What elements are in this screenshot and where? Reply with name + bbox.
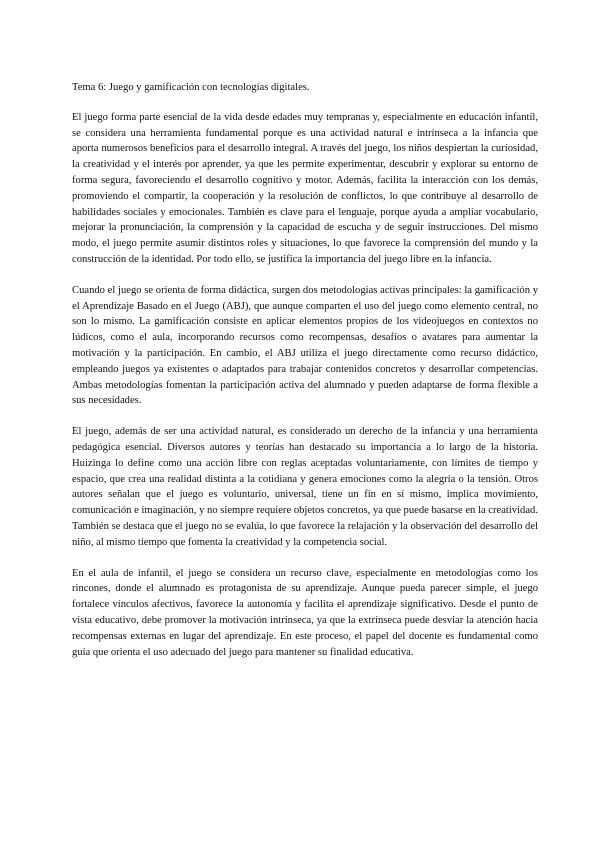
paragraph-2: Cuando el juego se orienta de forma didáctica, surgen dos metodologías activas principales: la gamificación y el Aprendizaje Basado en el Juego (ABJ), que aunque comparten el uso del juego como elemento central, no son lo mismo. La gamificación consiste en aplicar elementos propios de los videojuegos en contextos no lúdicos, como el aula, incorporando recursos como recompensas, desafíos o avatares para aumentar la motivación y la participación. En cambio, el ABJ utiliza el juego directamente como recurso didáctico, empleando juegos ya existentes o adaptados para trabajar contenidos concretos y desarrollar competencias. Ambas metodologías fomentan la participación activa del alumnado y pueden adaptarse de forma flexible a sus necesidades. [72, 284, 538, 407]
document-title: Tema 6: Juego y gamificación con tecnologías digitales. [72, 82, 310, 93]
document-body [72, 80, 538, 675]
paragraph-4: En el aula de infantil, el juego se considera un recurso clave, especialmente en metodologías como los rincones, donde el alumnado es protagonista de su aprendizaje. Aunque pueda parecer simple, el juego fortalece vínculos afectivos, favorece la autonomía y facilita el aprendizaje significativo. Desde el punto de vista educativo, debe promover la motivación intrínseca, ya que la extrínseca puede desviar la atención hacia recompensas externas en lugar del aprendizaje. En este proceso, el papel del docente es fundamental como guía que orienta el uso adecuado del juego para mantener su finalidad educativa. [72, 567, 538, 658]
paragraph-3: El juego, además de ser una actividad natural, es considerado un derecho de la infancia y una herramienta pedagógica esencial. Diversos autores y teorías han destacado su importancia a lo largo de la historia. Huizinga lo define como una acción libre con reglas aceptadas voluntariamente, con límites de tiempo y espacio, que crea una realidad distinta a la cotidiana y genera emociones como la alegría o la tensión. Otros autores señalan que el juego es voluntario, universal, tiene un fin en sí mismo, implica movimiento, comunicación e imaginación, y no siempre requiere objetos concretos, ya que puede basarse en la creatividad. También se destaca que el juego no se evalúa, lo que favorece la relajación y la observación del desarrollo del niño, al mismo tiempo que fomenta la creatividad y la competencia social. [72, 426, 538, 548]
paragraph-1: El juego forma parte esencial de la vida desde edades muy tempranas y, especialmente en educación infantil, se considera una herramienta fundamental porque es una actividad natural e intrínseca a la infancia que aporta numerosos beneficios para el desarrollo integral. A través del juego, los niños despiertan la curiosidad, la creatividad y el interés por aprender, ya que les permite experimentar, descubrir y explorar su entorno de forma segura, favoreciendo el desarrollo cognitivo y motor. Además, facilita la interacción con los demás, promoviendo el compartir, la cooperación y la resolución de conflictos, lo que contribuye al desarrollo de habilidades sociales y emocionales. También es clave para el lenguaje, porque ayuda a ampliar vocabulario, mejorar la pronunciación, la comprensión y la capacidad de escucha y de seguir instrucciones. Del mismo modo, el juego permite asumir distintos roles y situaciones, lo que favorece la comprensión del mundo y la construcción de la identidad. Por todo ello, se justifica la importancia del juego libre en la infancia. [72, 111, 538, 265]
